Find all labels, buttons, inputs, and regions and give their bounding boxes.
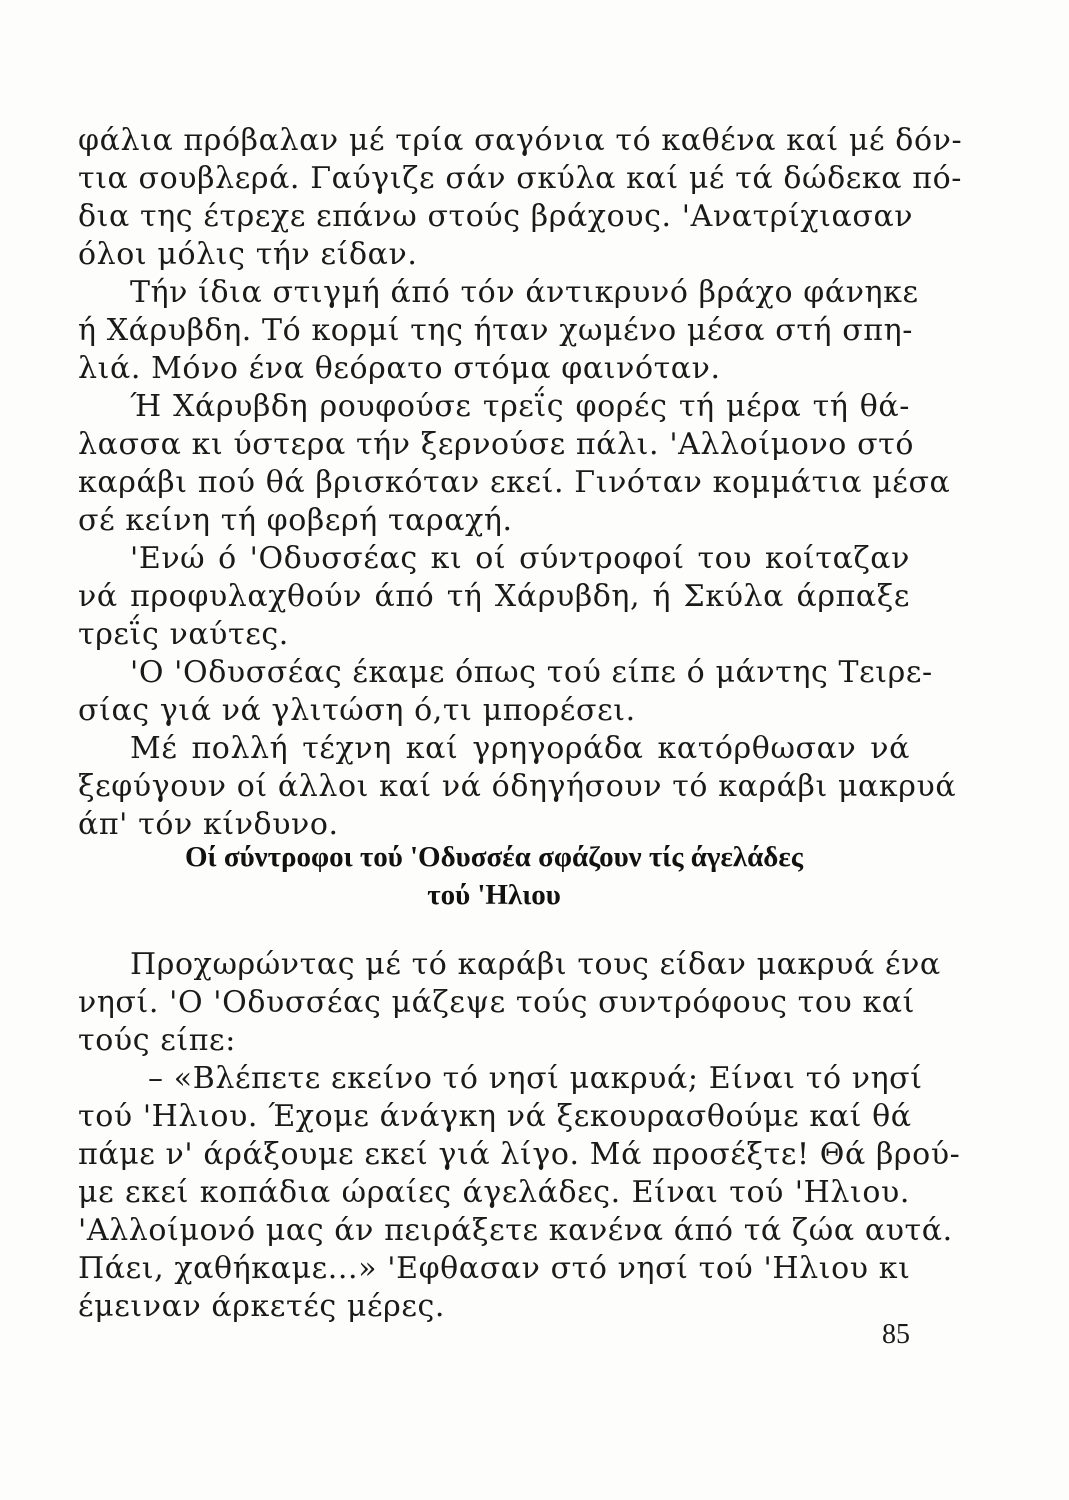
text-line: Προχωρώντας μέ τό καράβι τους είδαν μακρυά ένα — [130, 947, 941, 982]
text-line: Τήν ίδια στιγμή άπό τόν άντικρυνό βράχο φάνηκε — [130, 275, 919, 310]
text-line: φάλια πρόβαλαν μέ τρία σαγόνια τό καθένα καί μέ δόν- — [78, 123, 963, 158]
text-line: Ή Χάρυβδη ρουφούσε τρεΐς φορές τή μέρα τή θά- — [130, 389, 910, 424]
text-line: νά προφυλαχθούν άπό τή Χάρυβδη, ή Σκύλα άρπαξε — [78, 579, 910, 614]
text-line: τούς είπε: — [78, 1023, 236, 1058]
text-line: λιά. Μόνο ένα θεόρατο στόμα φαινόταν. — [78, 351, 721, 386]
page-number: 85 — [882, 1319, 910, 1350]
text-line: όλοι μόλις τήν είδαν. — [78, 237, 418, 272]
text-line: σέ κείνη τή φοβερή ταραχή. — [78, 503, 513, 538]
text-line: ή Χάρυβδη. Τό κορμί της ήταν χωμένο μέσα στή σπη- — [78, 313, 913, 348]
text-line: Μέ πολλή τέχνη καί γρηγοράδα κατόρθωσαν νά — [130, 731, 910, 766]
text-line: ξεφύγουν οί άλλοι καί νά όδηγήσουν τό καράβι μακρυά — [78, 769, 957, 804]
text-line: πάμε ν' άράξουμε εκεί γιά λίγο. Μά προσέξτε! Θά βρού- — [78, 1137, 961, 1172]
text-line: 'Αλλοίμονό μας άν πειράξετε κανένα άπό τά ζώα αυτά. — [78, 1213, 953, 1248]
text-line: τού 'Ηλιου. Έχομε άνάγκη νά ξεκουρασθούμε καί θά — [78, 1099, 912, 1134]
text-line: έμειναν άρκετές μέρες. — [78, 1289, 446, 1324]
section-heading-line: τού 'Ηλιου — [427, 879, 561, 911]
text-line: τρεΐς ναύτες. — [78, 617, 289, 652]
text-line: καράβι πού θά βρισκόταν εκεί. Γινόταν κομμάτια μέσα — [78, 465, 951, 500]
text-line: σίας γιά νά γλιτώση ό,τι μπορέσει. — [78, 693, 636, 728]
text-line: άπ' τόν κίνδυνο. — [78, 807, 339, 842]
text-line: τια σουβλερά. Γαύγιζε σάν σκύλα καί μέ τά δώδεκα πό- — [78, 161, 962, 196]
text-line: 'Ο 'Οδυσσέας έκαμε όπως τού είπε ό μάντης Τειρε- — [130, 655, 933, 690]
text-line: 'Ενώ ό 'Οδυσσέας κι οί σύντροφοί του κοίταζαν — [130, 541, 910, 576]
text-line: Πάει, χαθήκαμε...» 'Εφθασαν στό νησί τού 'Ηλιου κι — [78, 1251, 911, 1286]
text-line: λασσα κι ύστερα τήν ξερνούσε πάλι. 'Αλλοίμονο στό — [78, 427, 915, 462]
text-line: – «Βλέπετε εκείνο τό νησί μακρυά; Είναι τό νησί — [148, 1061, 923, 1096]
text-line: με εκεί κοπάδια ώραίες άγελάδες. Είναι τού 'Ηλιου. — [78, 1175, 910, 1210]
text-line: νησί. 'Ο 'Οδυσσέας μάζεψε τούς συντρόφους του καί — [78, 985, 916, 1020]
text-line: δια της έτρεχε επάνω στούς βράχους. 'Ανατρίχιασαν — [78, 199, 914, 234]
section-heading-line: Οί σύντροφοι τού 'Οδυσσέα σφάζουν τίς άγελάδες — [185, 841, 803, 873]
